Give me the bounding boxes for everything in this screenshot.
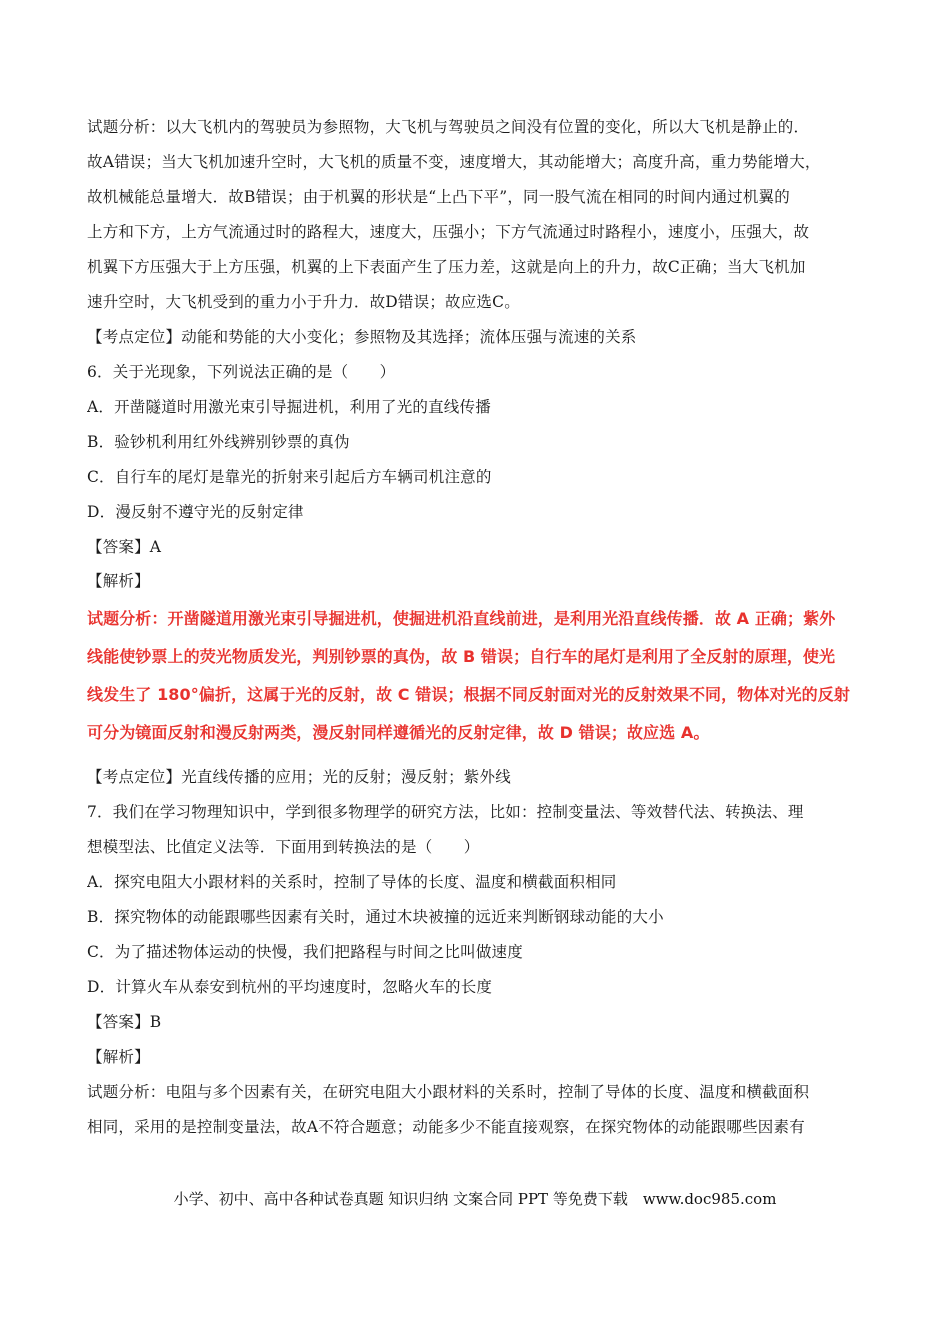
q5-kaodian: 【考点定位】动能和势能的大小变化；参照物及其选择；流体压强与流速的关系 [87,328,637,346]
q6-analysis [87,600,877,752]
answer: 【答案】A [87,538,162,556]
jiexi-heading: 【解析】 [87,572,150,590]
question-stem: 6．关于光现象，下列说法正确的是（ ） [87,363,396,381]
option-b: B．验钞机利用红外线辨别钞票的真伪 [87,433,350,451]
analysis-line: 线能使钞票上的荧光物质发光，判别钞票的真伪，故 B 错误；自行车的尾灯是利用了全反射的原理，使光 [87,647,836,666]
analysis-line: 速升空时，大飞机受到的重力小于升力．故D错误；故应选C。 [87,293,520,311]
option-a: A．开凿隧道时用激光束引导掘进机，利用了光的直线传播 [87,398,491,416]
analysis-line: 线发生了 180°偏折，这属于光的反射，故 C 错误；根据不同反射面对光的反射效果不同，物体对光的反射 [87,685,850,704]
analysis-line: 故A错误；当大飞机加速升空时，大飞机的质量不变，速度增大，其动能增大；高度升高，重力势能增大， [87,153,821,171]
option-b: B．探究物体的动能跟哪些因素有关时，通过木块被撞的远近来判断钢球动能的大小 [87,908,664,926]
analysis-line: 相同，采用的是控制变量法，故A不符合题意；动能多少不能直接观察，在探究物体的动能跟哪些因素有 [87,1118,805,1136]
question-6 [87,355,877,795]
analysis-line: 可分为镜面反射和漫反射两类，漫反射同样遵循光的反射定律，故 D 错误；故应选 A。 [87,723,710,742]
document-body [87,110,877,1145]
option-d: D．漫反射不遵守光的反射定律 [87,503,304,521]
question-stem: 想模型法、比值定义法等．下面用到转换法的是（ ） [87,838,480,856]
analysis-line: 试题分析：开凿隧道用激光束引导掘进机，使掘进机沿直线前进，是利用光沿直线传播．故 A 正确；紫外 [87,609,836,628]
analysis-line: 机翼下方压强大于上方压强，机翼的上下表面产生了压力差，这就是向上的升力，故C正确；当大飞机加 [87,258,806,276]
analysis-line: 试题分析：电阻与多个因素有关，在研究电阻大小跟材料的关系时，控制了导体的长度、温度和横截面积 [87,1083,810,1101]
question-7 [87,795,877,1145]
option-c: C．为了描述物体运动的快慢，我们把路程与时间之比叫做速度 [87,943,523,961]
analysis-line: 试题分析：以大飞机内的驾驶员为参照物，大飞机与驾驶员之间没有位置的变化，所以大飞机是静止的． [87,118,810,136]
q6-kaodian: 【考点定位】光直线传播的应用；光的反射；漫反射；紫外线 [87,768,511,786]
option-a: A．探究电阻大小跟材料的关系时，控制了导体的长度、温度和横截面积相同 [87,873,617,891]
option-d: D．计算火车从泰安到杭州的平均速度时，忽略火车的长度 [87,978,493,996]
question-stem: 7．我们在学习物理知识中，学到很多物理学的研究方法，比如：控制变量法、等效替代法、转换法、理 [87,803,804,821]
analysis-line: 上方和下方，上方气流通过时的路程大，速度大，压强小；下方气流通过时路程小，速度小，压强大，故 [87,223,810,241]
q5-analysis [87,110,877,320]
page-footer: 小学、初中、高中各种试卷真题 知识归纳 文案合同 PPT 等免费下载 www.doc985.com [173,1190,777,1208]
option-c: C．自行车的尾灯是靠光的折射来引起后方车辆司机注意的 [87,468,492,486]
analysis-line: 故机械能总量增大．故B错误；由于机翼的形状是“上凸下平”，同一股气流在相同的时间内通过机翼的 [87,188,790,206]
jiexi-heading: 【解析】 [87,1048,150,1066]
answer: 【答案】B [87,1013,162,1031]
